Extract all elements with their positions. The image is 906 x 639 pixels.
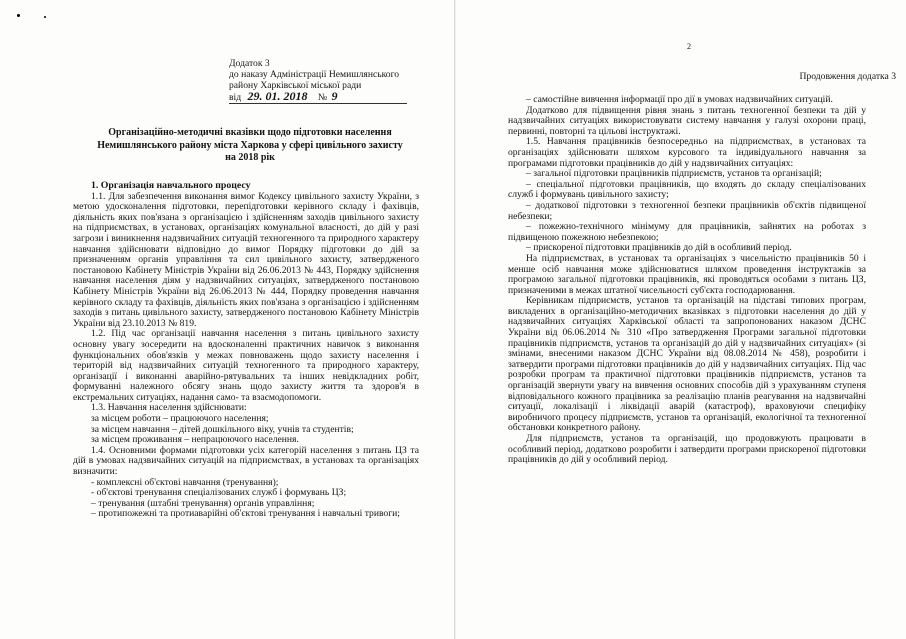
paragraph: Додатково для підвищення рівня знань з питань техногенної безпеки та дій у надзвичайних ситуаціях використовувати систему навчання у галузі охорони праці, первинні, повторні та цільові інструктажі.	[508, 104, 866, 137]
list-item: – пожежно-технічного мінімуму для працівників, зайнятих на роботах з підвищеною пожежною небезпекою;	[508, 221, 866, 243]
paragraph: Керівникам підприємств, установ та організацій на підставі типових програм, викладених в організаційно-методичних вказівках з підготовки населення до дій у надзвичайних ситуаціях Харківської області та запропонованих наказом ДСНС України від 06.06.2014 № 310 «Про затвердження Програми загальної підготовки працівників підприємств, установ та організацій до дій у надзвичайних ситуаціях» (зі змінами, внесеними наказом ДСНС України від 08.08.2014 № 458), розробити і затвердити програми підготовки працівників до дій у надзвичайних ситуаціях. Під час розробки програм та практичної підготовки працівників підприємств, установ та організацій звернути увагу на вивчення основних способів дій з урахуванням ступеня відповідального кожного працівника за реалізацію планів реагування на надзвичайні ситуації, локалізації і ліквідації аварій (катастроф), враховуючи специфіку виробничого процесу підприємств, установ та організацій, екологічної та техногенної обстановки конкретного району.	[508, 295, 866, 434]
order-date-line: від 29. 01. 2018 № 9	[229, 91, 407, 104]
list-item: – протипожежні та протиаварійні об'єктові тренування і навчальні тривоги;	[91, 508, 400, 520]
list-item: - комплексні об'єктові навчання (тренування);	[91, 476, 279, 488]
document-title: Організаційно-методичні вказівки щодо підготовки населення Немишлянського району міста Харкова у сфері цивільного захисту на 2018 рік	[97, 127, 403, 163]
list-item: за місцем навчання – дітей дошкільного віку, учнів та студентів;	[91, 423, 354, 435]
page-number: 2	[687, 42, 691, 51]
list-item: - об'єктові тренування спеціалізованих служб і формувань ЦЗ;	[91, 487, 347, 499]
handwritten-date: 29. 01. 2018	[247, 89, 308, 103]
appendix-label: Додаток 3	[229, 58, 270, 69]
bullet-mark-small	[44, 16, 46, 18]
list-item: – тренування (штабні тренування) органів управління;	[91, 497, 315, 509]
document-page-right	[456, 0, 906, 639]
right-body	[508, 95, 866, 466]
list-item: – загальної підготовки працівників підприємств, установ та організацій;	[526, 168, 822, 180]
section-heading: 1. Організація навчального процесу	[91, 180, 251, 191]
left-body	[73, 181, 419, 520]
paragraph: – самостійне вивчення інформації про дії в умовах надзвичайних ситуацій.	[526, 94, 833, 105]
paragraph-1-5: 1.5. Навчання працівників безпосередньо на підприємствах, в установах та організаціях здійснювати шляхом курсового та індивідуального навчання за програмами підготовки працівників до дій у надзвичайних ситуаціях:	[508, 136, 866, 169]
paragraph-1-1: 1.1. Для забезпечення виконання вимог Кодексу цивільного захисту України, з метою удосконалення підготовки, перепідготовки керівного складу і фахівців, діяльність яких пов'язана з організацією і здійсненням заходів цивільного захисту на підприємствах, в установах, організаціях комунальної власності, до дій у разі загрози і виникнення надзвичайних ситуацій техногенного та природного характеру навчання здійснювати відповідно до вимог Порядку підготовки до дій за призначенням органів управління та сил цивільного захисту, затвердженого постановою Кабінету Міністрів України від 26.06.2013 № 443, Порядку здійснення навчання населення діям у надзвичайних ситуаціях, затвердженого постановою Кабінету Міністрів України від 26.06.2013 № 444, Порядку проведення навчання керівного складу та фахівців, діяльність яких пов'язана з організацією і здійсненням заходів з питань цивільного захисту, затвердженого постановою Кабінету Міністрів України від 23.10.2013 № 819.	[73, 190, 419, 329]
paragraph: На підприємствах, в установах та організаціях з чисельністю працівників 50 і менше осіб навчання може здійснюватися шляхом проведення інструктажів за програмою загальної підготовки працівників, які проводяться особами з питань ЦЗ, призначеними в межах штатної чисельності суб'єкта господарювання.	[508, 252, 866, 296]
paragraph: Для підприємств, установ та організацій, що продовжують працювати в особливий період, додатково розробити і затвердити програми прискореної підготовки працівників до дій у особливий період.	[508, 433, 866, 466]
appendix-header	[229, 58, 429, 104]
list-item: за місцем роботи – працюючого населення;	[91, 413, 269, 425]
list-item: – прискореної підготовки працівників до дій в особливий період.	[526, 242, 792, 254]
continuation-label: Продовження додатка 3	[799, 71, 896, 82]
bullet-mark	[17, 14, 20, 17]
list-item: за місцем проживання – непрацюючого населення.	[91, 434, 299, 446]
list-item: – спеціальної підготовки працівників, що входять до складу спеціалізованих служб і формувань цивільного захисту;	[508, 178, 866, 201]
paragraph-1-2: 1.2. Під час організації навчання населення з питань цивільного захисту основну увагу зосередити на вдосконаленні практичних навичок з виконання функціональних обов'язків у межах повноважень щодо захисту населення і територій від надзвичайних ситуацій техногенного та природного характеру, організації і виконанні аварійно-рятувальних та інших невідкладних робіт, формуванні належного обсягу знань щодо захисту життя та здоров'я в екстремальних ситуаціях, надання само- та взаємодопомоги.	[73, 328, 419, 403]
list-item: – додаткової підготовки з техногенної безпеки працівників об'єктів підвищеної небезпеки;	[508, 199, 866, 222]
district-reference: району Харківської міської ради	[229, 80, 362, 91]
paragraph-1-4: 1.4. Основними формами підготовки усіх категорій населення з питань ЦЗ та дій в умовах надзвичайних ситуацій на підприємствах, в установах та організаціях визначити:	[73, 444, 419, 478]
order-reference: до наказу Адміністрації Немишлянського	[229, 69, 400, 80]
handwritten-number: 9	[331, 89, 338, 103]
paragraph-1-3: 1.3. Навчання населення здійснювати:	[91, 402, 247, 414]
